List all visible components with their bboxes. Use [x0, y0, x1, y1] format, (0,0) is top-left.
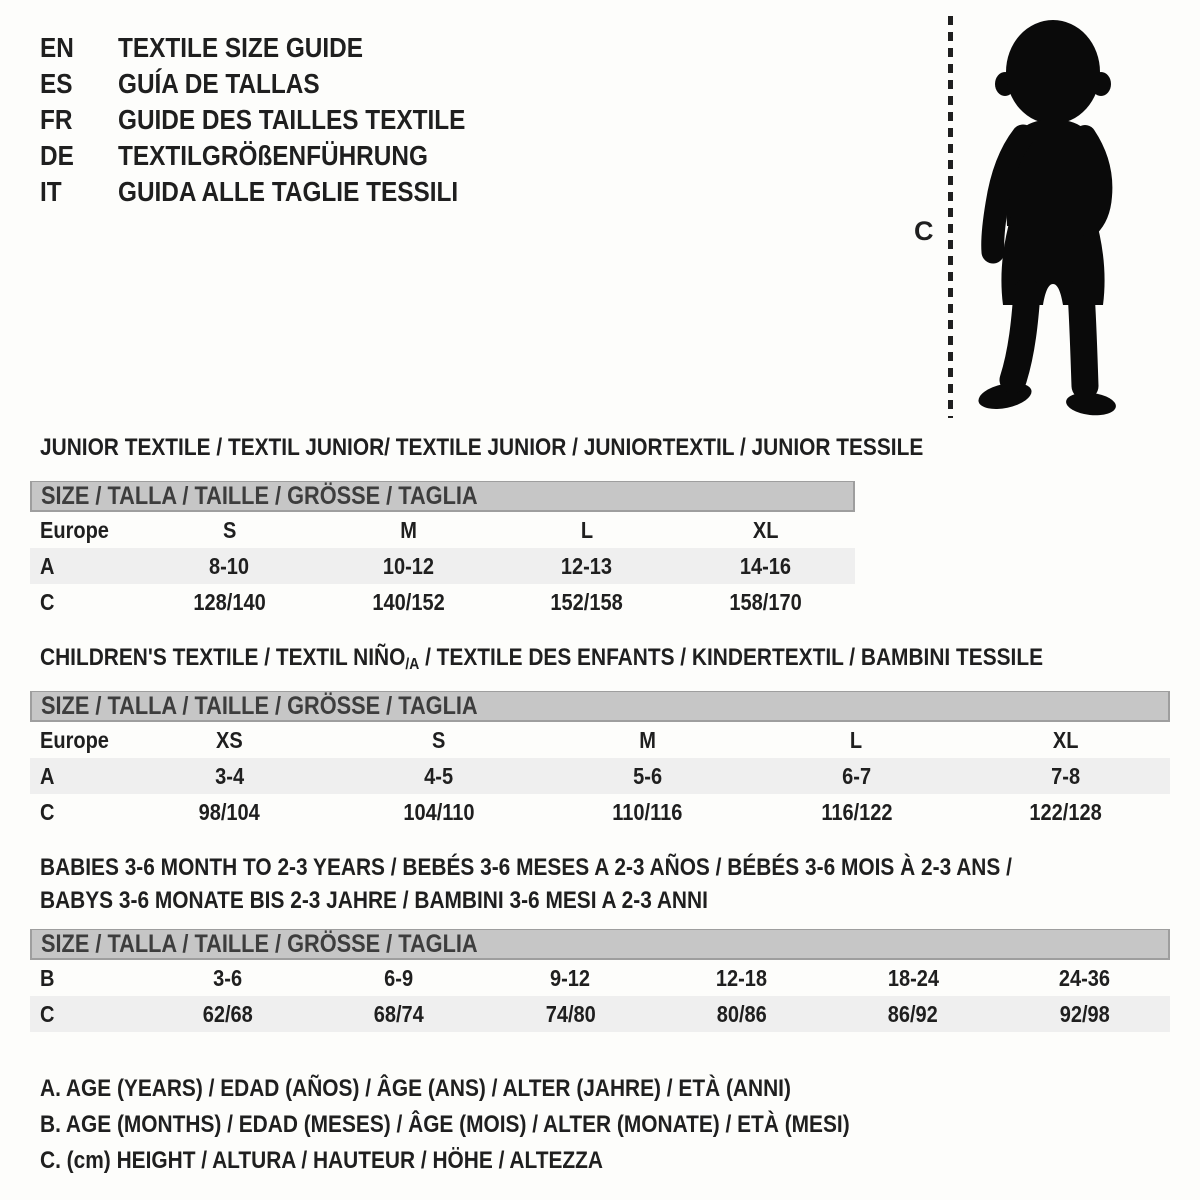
size-cell: 18-24 [887, 964, 939, 991]
babies-section-title [40, 851, 1157, 917]
size-cell: 86/92 [887, 1000, 939, 1027]
legend-line-c: C. (cm) HEIGHT / ALTURA / HAUTEUR / HÖHE / ALTEZZA [40, 1147, 603, 1174]
size-cell: 158/170 [729, 588, 802, 615]
size-cell: 116/122 [820, 798, 893, 825]
language-title: GUÍA DE TALLAS [118, 68, 320, 99]
babies-size-table [30, 929, 1170, 1032]
language-row [40, 66, 517, 102]
size-cell: 62/68 [202, 1000, 253, 1027]
language-row [40, 30, 517, 66]
row-label-cell: Europe [40, 516, 109, 543]
children-title-sub: /A [405, 656, 420, 673]
size-cell: 12-13 [561, 552, 613, 579]
size-cell: M [639, 726, 656, 753]
size-cell: 98/104 [198, 798, 261, 825]
size-cell: 152/158 [550, 588, 624, 615]
babies-title-line1: BABIES 3-6 MONTH TO 2-3 YEARS / BEBÉS 3-6 MESES A 2-3 AÑOS / BÉBÉS 3-6 MOIS À 2-3 ANS / [40, 854, 1012, 881]
size-cell: XL [1052, 726, 1079, 753]
size-cell: 9-12 [550, 964, 591, 991]
babies-title-line2: BABYS 3-6 MONATE BIS 2-3 JAHRE / BAMBINI 3-6 MESI A 2-3 ANNI [40, 887, 708, 914]
size-cell: 104/110 [402, 798, 475, 825]
language-title: TEXTILGRÖßENFÜHRUNG [118, 140, 428, 171]
row-label-cell: B [40, 964, 55, 991]
size-cell: 80/86 [716, 1000, 767, 1027]
size-cell: 10-12 [382, 552, 434, 579]
size-cell: XS [216, 726, 243, 753]
size-cell: 14-16 [740, 552, 792, 579]
size-table-header-bar [30, 691, 1170, 722]
language-code: EN [40, 32, 74, 63]
row-label-cell: Europe [40, 726, 109, 753]
language-list [40, 30, 517, 210]
table-row [30, 758, 1170, 794]
language-code: DE [40, 140, 74, 171]
size-cell: 92/98 [1059, 1000, 1110, 1027]
row-label-cell: C [40, 798, 55, 825]
size-cell: L [580, 516, 593, 543]
row-label-cell: A [40, 552, 55, 579]
table-row [30, 722, 1170, 758]
size-cell: 7-8 [1051, 762, 1080, 789]
size-header-label: SIZE / TALLA / TAILLE / GRÖSSE / TAGLIA [41, 929, 478, 958]
language-code: IT [40, 176, 62, 207]
row-label-cell: C [40, 588, 55, 615]
size-cell: 140/152 [371, 588, 445, 615]
table-row [30, 996, 1170, 1032]
size-cell: 3-6 [213, 964, 243, 991]
children-title-prefix: CHILDREN'S TEXTILE / TEXTIL NIÑO [40, 644, 406, 671]
size-cell: 122/128 [1029, 798, 1102, 825]
size-cell: 12-18 [716, 964, 768, 991]
size-cell: L [850, 726, 863, 753]
size-table-header-bar [30, 481, 855, 512]
size-cell: 128/140 [193, 588, 266, 615]
size-cell: 74/80 [545, 1000, 596, 1027]
size-cell: 24-36 [1058, 964, 1110, 991]
size-cell: 5-6 [633, 762, 662, 789]
children-size-table [30, 691, 1170, 830]
size-cell: S [431, 726, 446, 753]
language-code: FR [40, 104, 73, 135]
children-title-suffix: / TEXTILE DES ENFANTS / KINDERTEXTIL / BAMBINI TESSILE [419, 644, 1044, 671]
size-cell: 6-9 [384, 964, 414, 991]
table-row [30, 584, 855, 620]
row-label-cell: A [40, 762, 55, 789]
size-cell: 110/116 [612, 798, 683, 825]
language-row [40, 174, 517, 210]
size-cell: 6-7 [842, 762, 871, 789]
language-row [40, 138, 517, 174]
table-row [30, 794, 1170, 830]
language-row [40, 102, 517, 138]
size-cell: M [399, 516, 417, 543]
language-title: GUIDA ALLE TAGLIE TESSILI [118, 176, 459, 207]
size-cell: 3-4 [215, 762, 244, 789]
legend-line-b: B. AGE (MONTHS) / EDAD (MESES) / ÂGE (MOIS) / ALTER (MONATE) / ETÀ (MESI) [40, 1111, 850, 1138]
language-title: TEXTILE SIZE GUIDE [118, 32, 363, 63]
language-code: ES [40, 68, 73, 99]
toddler-silhouette-icon [963, 12, 1143, 420]
legend-line-a: A. AGE (YEARS) / EDAD (AÑOS) / ÂGE (ANS) / ALTER (JAHRE) / ETÀ (ANNI) [40, 1075, 791, 1102]
size-header-label: SIZE / TALLA / TAILLE / GRÖSSE / TAGLIA [41, 481, 478, 510]
size-cell: 4-5 [424, 762, 453, 789]
legend-block [40, 1071, 971, 1179]
size-cell: 8-10 [209, 552, 250, 579]
size-cell: 68/74 [373, 1000, 425, 1027]
table-row [30, 548, 855, 584]
row-label-cell: C [40, 1000, 55, 1027]
size-cell: XL [752, 516, 779, 543]
height-measure-label-c: C [914, 216, 934, 246]
junior-section-title: JUNIOR TEXTILE / TEXTIL JUNIOR/ TEXTILE JUNIOR / JUNIORTEXTIL / JUNIOR TESSILE [40, 434, 924, 461]
junior-size-table [30, 481, 855, 620]
height-measure-dashed-line [948, 16, 953, 418]
table-row [30, 960, 1170, 996]
table-row [30, 512, 855, 548]
size-table-header-bar [30, 929, 1170, 960]
language-title: GUIDE DES TAILLES TEXTILE [118, 104, 466, 135]
children-section-title [40, 644, 1193, 675]
size-header-label: SIZE / TALLA / TAILLE / GRÖSSE / TAGLIA [41, 691, 478, 720]
size-cell: S [222, 516, 237, 543]
